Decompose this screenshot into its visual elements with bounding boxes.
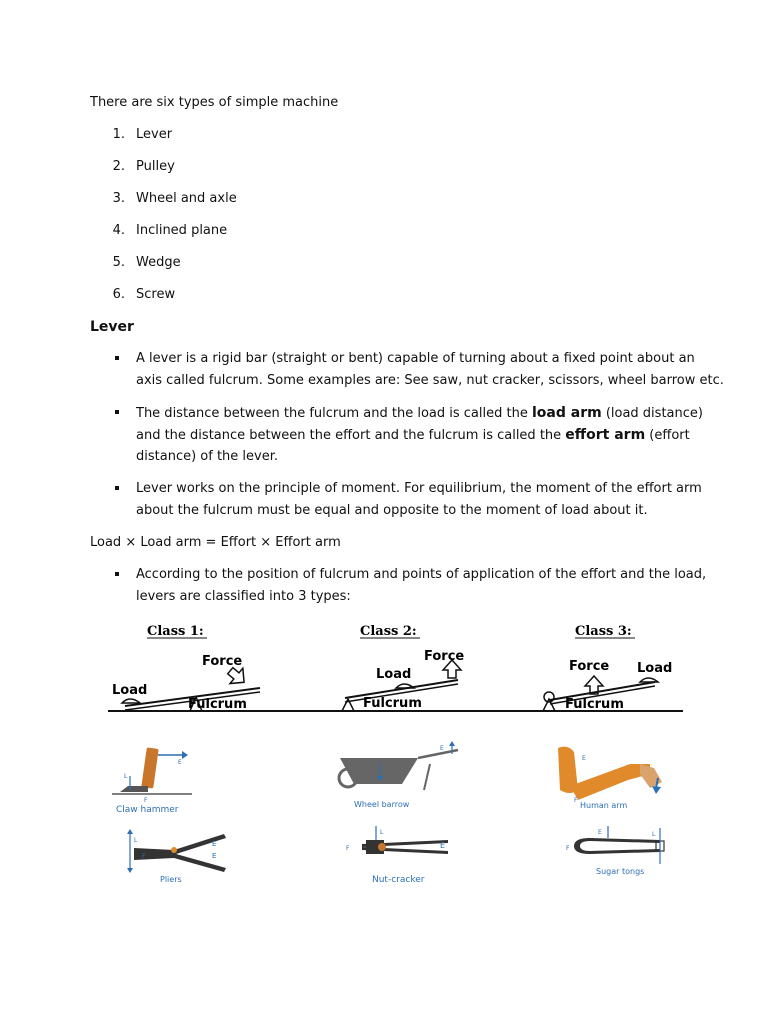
- bullet4-line1: According to the position of fulcrum and points of application of the effort and the load,: [136, 567, 707, 582]
- moment-formula: Load × Load arm = Effort × Effort arm: [90, 535, 341, 550]
- bullet2-line2: [136, 427, 690, 444]
- bullet2-text: The distance between the fulcrum and the load is called the: [136, 406, 532, 421]
- class2-heading: Class 2:: [360, 624, 417, 639]
- claw-hammer-icon: [112, 747, 192, 815]
- sugar-tongs-label: Sugar tongs: [596, 867, 645, 876]
- effort-arm-term: effort arm: [565, 427, 646, 443]
- intro-text: There are six types of simple machine: [90, 95, 339, 110]
- class1-heading: Class 1:: [147, 624, 204, 639]
- wheel-barrow-label: Wheel barrow: [354, 800, 410, 809]
- bullet2-text: and the distance between the effort and the fulcrum is called the: [136, 428, 566, 443]
- claw-hammer-label: Claw hammer: [116, 805, 179, 815]
- effort-mark: E: [582, 755, 586, 762]
- pliers-icon: [127, 829, 226, 884]
- class3-load-label: Load: [637, 661, 673, 676]
- class2-load-label: Load: [376, 667, 412, 682]
- list-item-pulley: Pulley: [136, 159, 175, 174]
- bullet2-line3: distance) of the lever.: [136, 449, 279, 464]
- list-item-wedge: Wedge: [136, 255, 181, 270]
- nut-cracker-icon: [346, 826, 448, 885]
- fulcrum-mark: F: [574, 797, 578, 804]
- bullet3-line2: about the fulcrum must be equal and opposite to the moment of load about it.: [136, 503, 648, 518]
- bullet-marker: [115, 486, 119, 490]
- bullet-marker: [115, 410, 119, 414]
- bullet-marker: [115, 356, 119, 360]
- effort-mark: E: [212, 852, 217, 860]
- bullet2-line1: [136, 405, 703, 422]
- list-number: 4.: [112, 223, 125, 238]
- pliers-label: Pliers: [160, 875, 182, 884]
- fulcrum-mark: F: [566, 845, 570, 852]
- list-number: 2.: [112, 159, 125, 174]
- wheel-barrow-icon: [339, 741, 458, 809]
- bullet1-line1: A lever is a rigid bar (straight or bent) capable of turning about a fixed point about an: [136, 351, 695, 366]
- list-number: 1.: [112, 127, 125, 142]
- fulcrum-mark: F: [144, 797, 148, 804]
- effort-mark: E: [440, 841, 446, 850]
- load-mark: L: [124, 773, 128, 780]
- bullet4-line2: levers are classified into 3 types:: [136, 589, 351, 604]
- fulcrum-mark: F: [346, 845, 350, 852]
- bullet3-line1: Lever works on the principle of moment. For equilibrium, the moment of the effort arm: [136, 481, 702, 496]
- list-item-lever: Lever: [136, 127, 173, 142]
- load-mark: L: [134, 837, 138, 844]
- list-number: 6.: [112, 287, 125, 302]
- human-arm-icon: [558, 747, 662, 810]
- load-mark: L: [380, 829, 384, 836]
- class3-lever: [543, 659, 672, 712]
- load-mark: L: [652, 831, 656, 838]
- effort-mark: E: [212, 840, 217, 848]
- bullet-marker: [115, 572, 119, 576]
- list-item-wheel-and-axle: Wheel and axle: [136, 191, 237, 206]
- effort-mark: E: [440, 745, 444, 752]
- class1-fulcrum-label: Fulcrum: [188, 697, 247, 712]
- list-number: 3.: [112, 191, 125, 206]
- class3-heading: Class 3:: [575, 624, 632, 639]
- lever-heading: Lever: [90, 319, 134, 335]
- fulcrum-mark: F: [142, 853, 146, 860]
- list-item-inclined-plane: Inclined plane: [136, 223, 228, 238]
- class2-lever: [342, 649, 464, 711]
- list-item-screw: Screw: [136, 287, 176, 302]
- lever-classes-diagram: [100, 618, 690, 888]
- class1-lever: [112, 654, 260, 712]
- list-number: 5.: [112, 255, 125, 270]
- human-arm-label: Human arm: [580, 801, 628, 810]
- class2-force-label: Force: [424, 649, 465, 664]
- class1-load-label: Load: [112, 683, 148, 698]
- bullet2-text: (load distance): [601, 406, 703, 421]
- class2-fulcrum-label: Fulcrum: [363, 696, 422, 711]
- bullet2-text: (effort: [645, 428, 690, 443]
- nut-cracker-label: Nut-cracker: [372, 875, 425, 885]
- load-arm-term: load arm: [531, 405, 602, 421]
- effort-mark: E: [178, 759, 182, 766]
- effort-mark: E: [598, 829, 602, 836]
- bullet1-line2: axis called fulcrum. Some examples are: See saw, nut cracker, scissors, wheel barrow etc.: [136, 373, 724, 388]
- class3-fulcrum-label: Fulcrum: [565, 697, 624, 712]
- class1-force-label: Force: [202, 654, 243, 669]
- sugar-tongs-icon: [566, 826, 664, 876]
- class3-force-label: Force: [569, 659, 610, 674]
